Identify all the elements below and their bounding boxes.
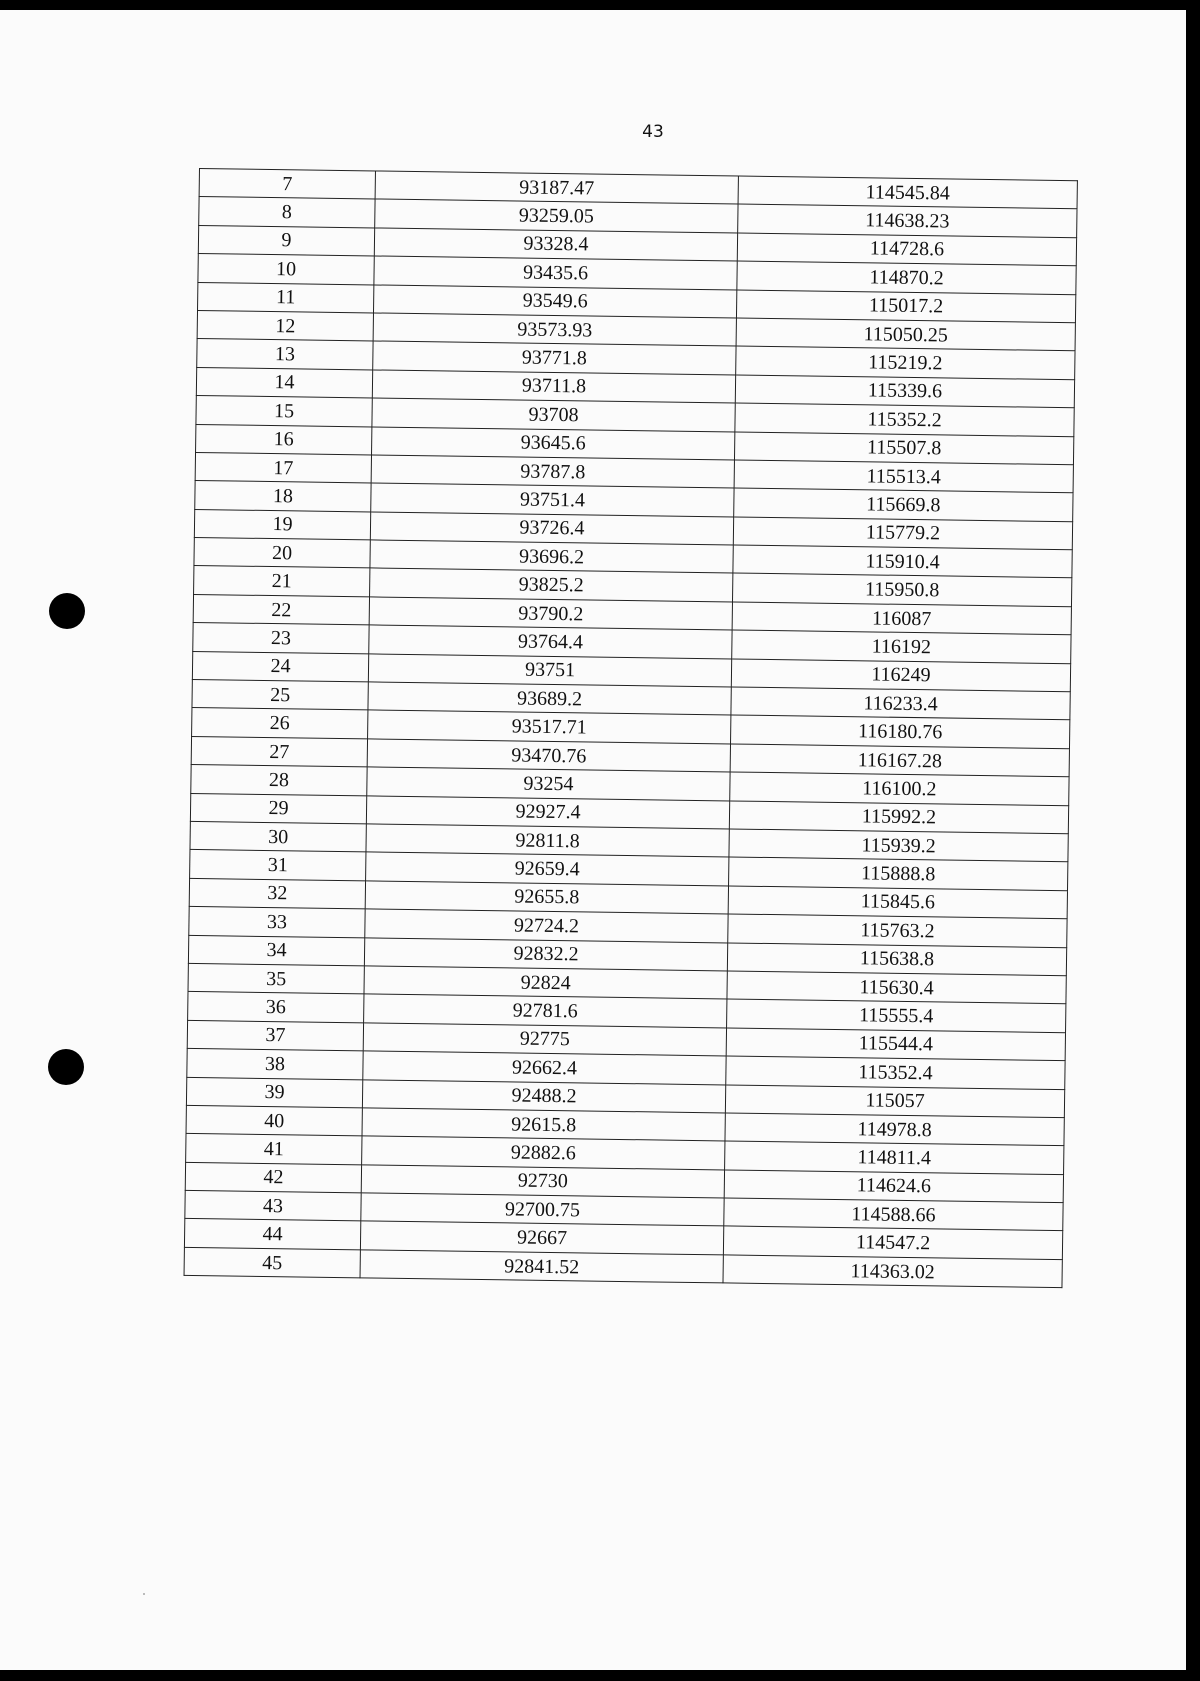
row-index-cell: 35: [188, 963, 364, 994]
document-page: [0, 10, 1186, 1670]
row-index-cell: 25: [192, 679, 368, 710]
value-b-cell: 114363.02: [723, 1255, 1062, 1288]
row-index-cell: 14: [196, 367, 372, 398]
value-a-cell: 93573.93: [373, 313, 736, 346]
row-index-cell: 20: [194, 538, 370, 569]
row-index-cell: 29: [190, 793, 366, 824]
value-a-cell: 93470.76: [367, 739, 730, 772]
row-index-cell: 41: [186, 1134, 362, 1165]
value-a-cell: 93696.2: [370, 540, 733, 573]
value-b-cell: 115352.4: [726, 1056, 1065, 1089]
value-b-cell: 115352.2: [735, 403, 1074, 436]
value-b-cell: 115544.4: [726, 1028, 1065, 1061]
value-b-cell: 116167.28: [730, 744, 1069, 777]
value-a-cell: 92667: [360, 1221, 723, 1254]
punch-hole: [49, 593, 85, 629]
row-index-cell: 11: [198, 282, 374, 313]
row-index-cell: 44: [184, 1219, 360, 1250]
row-index-cell: 45: [184, 1247, 360, 1278]
row-index-cell: 36: [188, 992, 364, 1023]
value-b-cell: 114870.2: [737, 261, 1076, 294]
value-b-cell: 115910.4: [733, 545, 1072, 578]
row-index-cell: 34: [188, 935, 364, 966]
row-index-cell: 17: [195, 452, 371, 483]
value-b-cell: 115555.4: [727, 999, 1066, 1032]
value-a-cell: 93254: [367, 767, 730, 800]
scan-speck: [143, 1593, 145, 1595]
row-index-cell: 13: [197, 339, 373, 370]
row-index-cell: 33: [189, 907, 365, 938]
value-a-cell: 93787.8: [371, 455, 734, 488]
row-index-cell: 22: [193, 594, 369, 625]
row-index-cell: 27: [191, 736, 367, 767]
row-index-cell: 12: [197, 310, 373, 341]
row-index-cell: 19: [194, 509, 370, 540]
value-b-cell: 115050.25: [736, 318, 1075, 351]
value-a-cell: 92724.2: [365, 909, 728, 942]
value-a-cell: 93751: [368, 654, 731, 687]
value-a-cell: 93259.05: [375, 199, 738, 232]
row-index-cell: 30: [190, 821, 366, 852]
value-a-cell: 92811.8: [366, 824, 729, 857]
row-index-cell: 43: [185, 1190, 361, 1221]
value-a-cell: 93517.71: [368, 710, 731, 743]
value-b-cell: 115763.2: [728, 914, 1067, 947]
value-b-cell: 115017.2: [736, 290, 1075, 323]
value-a-cell: 93645.6: [372, 426, 735, 459]
value-b-cell: 114624.6: [724, 1170, 1063, 1203]
row-index-cell: 9: [198, 225, 374, 256]
value-b-cell: 114728.6: [737, 233, 1076, 266]
row-index-cell: 42: [185, 1162, 361, 1193]
value-b-cell: 115939.2: [729, 829, 1068, 862]
value-b-cell: 115888.8: [729, 857, 1068, 890]
value-a-cell: 92781.6: [364, 994, 727, 1027]
value-b-cell: 115219.2: [736, 346, 1075, 379]
value-b-cell: 116087: [732, 602, 1071, 635]
value-b-cell: 115845.6: [728, 886, 1067, 919]
value-a-cell: 92775: [363, 1023, 726, 1056]
value-b-cell: 116233.4: [731, 687, 1070, 720]
value-a-cell: 93328.4: [374, 228, 737, 261]
value-b-cell: 115507.8: [734, 432, 1073, 465]
row-index-cell: 40: [186, 1105, 362, 1136]
value-a-cell: 93435.6: [374, 256, 737, 289]
row-index-cell: 28: [191, 765, 367, 796]
value-a-cell: 93711.8: [372, 370, 735, 403]
value-a-cell: 93549.6: [373, 285, 736, 318]
value-b-cell: 116192: [732, 630, 1071, 663]
value-a-cell: 93771.8: [373, 341, 736, 374]
value-b-cell: 115992.2: [729, 801, 1068, 834]
value-b-cell: 114545.84: [738, 176, 1077, 209]
value-a-cell: 92730: [361, 1165, 724, 1198]
value-a-cell: 92615.8: [362, 1108, 725, 1141]
row-index-cell: 10: [198, 254, 374, 285]
value-b-cell: 115339.6: [735, 375, 1074, 408]
value-a-cell: 92659.4: [366, 852, 729, 885]
value-b-cell: 115057: [725, 1084, 1064, 1117]
value-a-cell: 93764.4: [369, 625, 732, 658]
value-b-cell: 115513.4: [734, 460, 1073, 493]
value-a-cell: 92927.4: [366, 795, 729, 828]
row-index-cell: 21: [194, 566, 370, 597]
value-a-cell: 92488.2: [362, 1079, 725, 1112]
value-a-cell: 92655.8: [365, 881, 728, 914]
value-b-cell: 116180.76: [731, 715, 1070, 748]
value-b-cell: 114547.2: [723, 1226, 1062, 1259]
value-b-cell: 116100.2: [730, 772, 1069, 805]
table-body: [184, 169, 1077, 1288]
value-a-cell: 93751.4: [371, 483, 734, 516]
value-b-cell: 114588.66: [724, 1198, 1063, 1231]
row-index-cell: 26: [192, 708, 368, 739]
value-a-cell: 93708: [372, 398, 735, 431]
value-b-cell: 114811.4: [725, 1141, 1064, 1174]
row-index-cell: 18: [195, 481, 371, 512]
value-a-cell: 93187.47: [375, 171, 738, 204]
value-b-cell: 115630.4: [727, 971, 1066, 1004]
row-index-cell: 37: [187, 1020, 363, 1051]
value-b-cell: 115950.8: [732, 573, 1071, 606]
value-a-cell: 93790.2: [369, 597, 732, 630]
value-a-cell: 92882.6: [362, 1136, 725, 1169]
row-index-cell: 23: [193, 623, 369, 654]
row-index-cell: 7: [199, 169, 375, 200]
row-index-cell: 8: [199, 197, 375, 228]
value-b-cell: 115638.8: [727, 943, 1066, 976]
row-index-cell: 39: [186, 1077, 362, 1108]
value-a-cell: 92841.52: [360, 1250, 723, 1283]
value-b-cell: 116249: [731, 659, 1070, 692]
value-b-cell: 115779.2: [733, 517, 1072, 550]
row-index-cell: 31: [190, 850, 366, 881]
value-a-cell: 92700.75: [361, 1193, 724, 1226]
punch-hole: [48, 1049, 84, 1085]
data-table: [184, 168, 1078, 1288]
value-b-cell: 114978.8: [725, 1113, 1064, 1146]
value-a-cell: 93689.2: [368, 682, 731, 715]
value-a-cell: 93825.2: [370, 568, 733, 601]
value-b-cell: 114638.23: [738, 204, 1077, 237]
row-index-cell: 15: [196, 396, 372, 427]
row-index-cell: 38: [187, 1049, 363, 1080]
page-number: 43: [642, 122, 664, 142]
row-index-cell: 24: [192, 651, 368, 682]
value-b-cell: 115669.8: [734, 488, 1073, 521]
value-a-cell: 92824: [364, 966, 727, 999]
value-a-cell: 92662.4: [363, 1051, 726, 1084]
data-table-container: [184, 168, 1077, 1288]
row-index-cell: 16: [196, 424, 372, 455]
value-a-cell: 92832.2: [364, 937, 727, 970]
value-a-cell: 93726.4: [370, 512, 733, 545]
row-index-cell: 32: [189, 878, 365, 909]
